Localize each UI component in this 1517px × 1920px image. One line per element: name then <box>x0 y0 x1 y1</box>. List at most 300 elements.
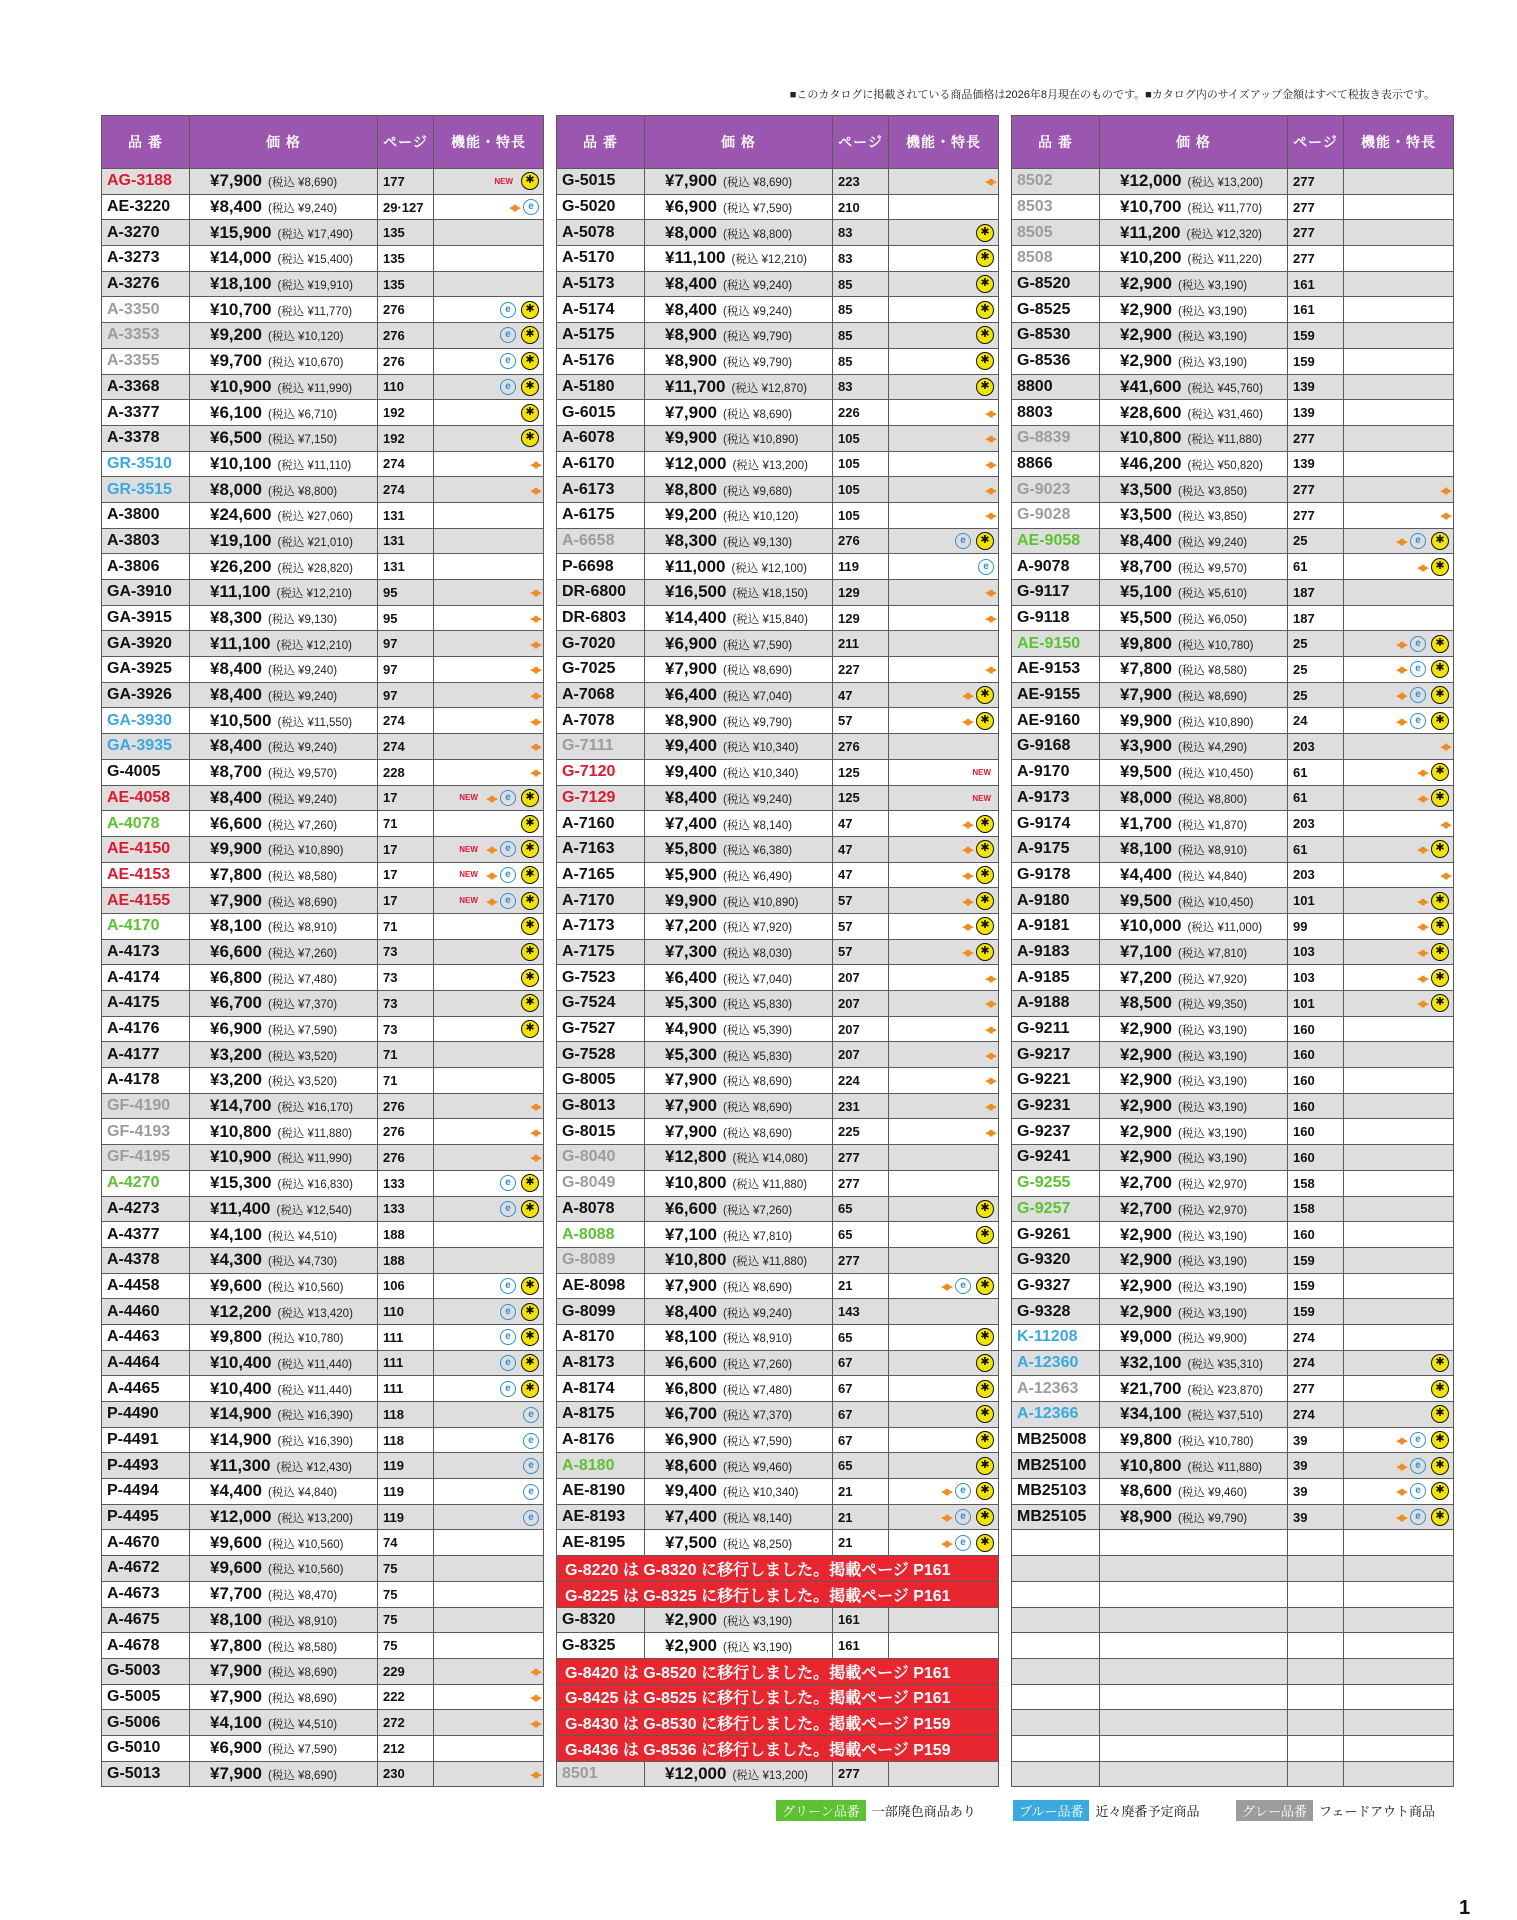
price-value: ¥12,000 <box>665 453 727 473</box>
product-code: A-8088 <box>557 1222 645 1248</box>
tax-included-price: (税込 ¥4,840) <box>268 1487 338 1500</box>
price-cell <box>1100 297 1288 323</box>
tax-value: ¥7,810 <box>1208 947 1244 960</box>
table-row <box>557 862 999 888</box>
product-code: A-4464 <box>102 1350 190 1376</box>
migration-notice: G-8430 は G-8530 に移行しました。掲載ページ P159 <box>557 1710 999 1736</box>
tax-label: 税込 <box>271 1590 295 1603</box>
tax-label: 税込 <box>726 280 750 293</box>
page-ref: 71 <box>378 1068 434 1094</box>
tax-label: 税込 <box>1181 999 1205 1012</box>
tax-label: 税込 <box>726 973 750 986</box>
light-reflect-icon: ✱ <box>521 866 539 884</box>
page-ref: 111 <box>378 1376 434 1402</box>
price-value: ¥8,900 <box>665 351 717 371</box>
feature-icons <box>1344 297 1454 323</box>
sizeup-arrow-icon: ◂▸ <box>1395 1483 1405 1501</box>
feature-icons <box>1344 1453 1454 1479</box>
tax-value: ¥9,460 <box>753 1461 789 1474</box>
legend-green <box>776 1800 976 1821</box>
price-value: ¥9,900 <box>665 890 717 910</box>
feature-icons <box>434 374 544 400</box>
feature-icons <box>434 1427 544 1453</box>
page-ref: 119 <box>833 554 889 580</box>
tax-label: 税込 <box>280 588 304 601</box>
tax-label: 税込 <box>1181 845 1205 858</box>
product-code: GF-4195 <box>102 1145 190 1171</box>
table-row <box>102 785 544 811</box>
page-ref: 160 <box>1288 1042 1344 1068</box>
price-cell <box>645 1633 833 1659</box>
feature-icons <box>1344 785 1454 811</box>
tax-value: ¥4,840 <box>298 1487 334 1500</box>
light-reflect-icon: ✱ <box>976 1534 994 1552</box>
price-cell <box>190 297 378 323</box>
price-value: ¥6,900 <box>665 1430 717 1450</box>
light-reflect-icon: ✱ <box>976 712 994 730</box>
tax-label: 税込 <box>280 639 304 652</box>
product-code: AE-3220 <box>102 194 190 220</box>
page-ref: 97 <box>378 657 434 683</box>
tax-included-price: (税込 ¥3,190) <box>1178 1230 1248 1243</box>
tax-label: 税込 <box>1181 1127 1205 1140</box>
table-row <box>102 1402 544 1428</box>
tax-included-price: (税込 ¥16,170) <box>277 1102 353 1115</box>
light-reflect-icon: ✱ <box>976 352 994 370</box>
tax-label: 税込 <box>726 228 750 241</box>
sizeup-arrow-icon: ◂▸ <box>529 635 539 653</box>
page-ref: 106 <box>378 1273 434 1299</box>
page-ref: 39 <box>1288 1427 1344 1453</box>
table-row <box>1012 477 1454 503</box>
table-row <box>102 580 544 606</box>
price-cell <box>190 862 378 888</box>
table-row <box>557 682 999 708</box>
empty-cell <box>1100 1556 1288 1582</box>
tax-included-price: (税込 ¥9,130) <box>723 536 793 549</box>
empty-cell <box>1012 1607 1100 1633</box>
tax-included-price: (税込 ¥17,490) <box>277 228 353 241</box>
eco-icon: e <box>500 1304 516 1320</box>
price-cell <box>190 502 378 528</box>
feature-icons <box>434 862 544 888</box>
eco-icon: e <box>978 559 994 575</box>
sizeup-arrow-icon: ◂▸ <box>984 404 994 422</box>
tax-value: ¥4,290 <box>1208 742 1244 755</box>
table-row <box>1012 913 1454 939</box>
tax-label: 税込 <box>736 1153 760 1166</box>
product-code: A-3273 <box>102 246 190 272</box>
product-code: A-6078 <box>557 425 645 451</box>
tax-label: 税込 <box>726 203 750 216</box>
product-code: AE-9153 <box>1012 657 1100 683</box>
product-code: G-8040 <box>557 1145 645 1171</box>
product-code: A-12360 <box>1012 1350 1100 1376</box>
feature-icons <box>434 400 544 426</box>
empty-cell <box>1012 1633 1100 1659</box>
price-value: ¥14,000 <box>210 248 272 268</box>
price-cell <box>1100 528 1288 554</box>
tax-label: 税込 <box>1181 742 1205 755</box>
price-cell <box>1100 1016 1288 1042</box>
price-cell <box>1100 939 1288 965</box>
empty-cell <box>1012 1710 1100 1736</box>
light-reflect-icon: ✱ <box>521 815 539 833</box>
sizeup-arrow-icon: ◂▸ <box>1416 841 1426 859</box>
page-ref: 125 <box>833 785 889 811</box>
page-ref: 158 <box>1288 1196 1344 1222</box>
tax-value: ¥10,890 <box>753 434 795 447</box>
tax-included-price: (税込 ¥7,260) <box>268 947 338 960</box>
feature-icons <box>434 1042 544 1068</box>
table-row <box>1012 811 1454 837</box>
price-value: ¥9,600 <box>210 1532 262 1552</box>
price-value: ¥8,700 <box>210 762 262 782</box>
tax-included-price: (税込 ¥9,240) <box>723 280 793 293</box>
price-value: ¥9,600 <box>210 1558 262 1578</box>
price-value: ¥8,100 <box>210 1609 262 1629</box>
tax-value: ¥8,690 <box>753 665 789 678</box>
tax-value: ¥14,080 <box>762 1153 805 1166</box>
price-value: ¥8,000 <box>210 479 262 499</box>
price-value: ¥11,700 <box>665 376 726 396</box>
price-cell <box>645 220 833 246</box>
price-cell <box>645 1119 833 1145</box>
price-cell <box>190 1453 378 1479</box>
tax-value: ¥11,550 <box>307 716 349 729</box>
header-price: 価 格 <box>190 116 378 169</box>
eco-icon: e <box>955 1483 971 1499</box>
price-cell <box>190 451 378 477</box>
tax-included-price: (税込 ¥12,210) <box>276 639 352 652</box>
page-ref: 188 <box>378 1247 434 1273</box>
page-ref: 85 <box>833 323 889 349</box>
product-code: A-4273 <box>102 1196 190 1222</box>
price-value: ¥2,900 <box>1120 274 1172 294</box>
light-reflect-icon: ✱ <box>976 1277 994 1295</box>
table-row <box>557 888 999 914</box>
tax-value: ¥7,590 <box>298 1744 334 1757</box>
page-ref: 111 <box>378 1324 434 1350</box>
tax-included-price: (税込 ¥7,590) <box>268 1025 338 1038</box>
table-row <box>1012 1530 1454 1556</box>
tax-value: ¥8,690 <box>753 1281 789 1294</box>
light-reflect-icon: ✱ <box>521 301 539 319</box>
legend-gray-text: フェードアウト商品 <box>1319 1804 1435 1819</box>
tax-included-price: (税込 ¥10,340) <box>723 768 799 781</box>
price-cell <box>645 1273 833 1299</box>
product-code: G-7111 <box>557 734 645 760</box>
tax-value: ¥4,510 <box>298 1230 334 1243</box>
price-cell <box>190 1016 378 1042</box>
sizeup-arrow-icon: ◂▸ <box>961 815 971 833</box>
table-row <box>1012 1170 1454 1196</box>
empty-cell <box>1100 1735 1288 1761</box>
price-cell <box>645 888 833 914</box>
tax-included-price: (税込 ¥5,390) <box>723 1025 793 1038</box>
price-value: ¥2,900 <box>1120 1070 1172 1090</box>
price-cell <box>645 1402 833 1428</box>
tax-value: ¥2,970 <box>1208 1204 1244 1217</box>
price-value: ¥6,800 <box>210 967 262 987</box>
feature-icons <box>1344 1222 1454 1248</box>
table-row <box>102 194 544 220</box>
tax-label: 税込 <box>1181 973 1205 986</box>
table-row <box>102 271 544 297</box>
tax-included-price: (税込 ¥11,770) <box>277 305 353 318</box>
price-cell <box>190 1402 378 1428</box>
page-ref: 67 <box>833 1427 889 1453</box>
tax-value: ¥8,690 <box>753 1127 789 1140</box>
price-value: ¥8,400 <box>210 787 262 807</box>
page-ref: 210 <box>833 194 889 220</box>
tax-included-price: (税込 ¥6,380) <box>723 845 793 858</box>
tax-label: 税込 <box>726 845 750 858</box>
price-value: ¥8,100 <box>665 1327 717 1347</box>
tax-included-price: (税込 ¥9,240) <box>723 305 793 318</box>
page-ref: 207 <box>833 1016 889 1042</box>
light-reflect-icon: ✱ <box>976 1431 994 1449</box>
tax-value: ¥8,910 <box>298 922 334 935</box>
page-ref: 277 <box>833 1170 889 1196</box>
feature-icons <box>1344 1247 1454 1273</box>
tax-label: 税込 <box>281 382 305 395</box>
tax-included-price: (税込 ¥11,440) <box>277 1384 353 1397</box>
table-row <box>102 631 544 657</box>
price-value: ¥7,400 <box>665 1507 717 1527</box>
price-value: ¥7,100 <box>1120 941 1172 961</box>
page-ref: 276 <box>378 1145 434 1171</box>
tax-included-price: (税込 ¥3,190) <box>1178 331 1248 344</box>
price-value: ¥10,400 <box>210 1352 272 1372</box>
price-value: ¥8,900 <box>665 710 717 730</box>
price-cell <box>1100 400 1288 426</box>
table-row <box>1012 1247 1454 1273</box>
eco-icon: e <box>523 199 539 215</box>
sizeup-arrow-icon: ◂▸ <box>1439 738 1449 756</box>
tax-included-price: (税込 ¥7,040) <box>723 691 793 704</box>
product-code: MB25103 <box>1012 1479 1100 1505</box>
tax-value: ¥4,840 <box>1208 870 1244 883</box>
eco-icon: e <box>500 893 516 909</box>
tax-value: ¥9,900 <box>1208 1333 1244 1346</box>
table-row <box>102 991 544 1017</box>
table-row <box>557 169 999 195</box>
table-row <box>102 451 544 477</box>
page-ref: 57 <box>833 708 889 734</box>
tax-value: ¥9,240 <box>753 1307 789 1320</box>
tax-included-price: (税込 ¥11,770) <box>1187 203 1263 216</box>
sizeup-arrow-icon: ◂▸ <box>984 1123 994 1141</box>
product-code: G-7129 <box>557 785 645 811</box>
product-code: G-6015 <box>557 400 645 426</box>
product-code: MB25105 <box>1012 1504 1100 1530</box>
eco-icon: e <box>500 1381 516 1397</box>
price-value: ¥2,900 <box>1120 351 1172 371</box>
table-row <box>102 1607 544 1633</box>
sizeup-arrow-icon: ◂▸ <box>1395 1457 1405 1475</box>
sizeup-arrow-icon: ◂▸ <box>984 481 994 499</box>
product-code: 8508 <box>1012 246 1100 272</box>
tax-value: ¥11,880 <box>307 1127 349 1140</box>
product-code: GA-3920 <box>102 631 190 657</box>
feature-icons <box>889 1350 999 1376</box>
table-row <box>1012 965 1454 991</box>
price-cell <box>1100 1196 1288 1222</box>
feature-icons <box>1344 888 1454 914</box>
feature-icons <box>434 939 544 965</box>
price-cell <box>1100 1427 1288 1453</box>
page-ref: 277 <box>1288 169 1344 195</box>
tax-label: 税込 <box>1181 511 1205 524</box>
table-row <box>1012 1402 1454 1428</box>
price-cell <box>1100 734 1288 760</box>
sizeup-arrow-icon: ◂▸ <box>1439 481 1449 499</box>
page-ref: 277 <box>1288 425 1344 451</box>
page-ref: 73 <box>378 939 434 965</box>
tax-value: ¥11,110 <box>307 459 348 472</box>
sizeup-arrow-icon: ◂▸ <box>984 173 994 191</box>
product-code: A-9180 <box>1012 888 1100 914</box>
feature-icons <box>1344 836 1454 862</box>
tax-included-price: (税込 ¥6,050) <box>1178 614 1248 627</box>
tax-label: 税込 <box>271 1281 295 1294</box>
eco-icon: e <box>1410 713 1426 729</box>
product-code: G-7523 <box>557 965 645 991</box>
tax-value: ¥7,150 <box>298 434 334 447</box>
price-cell <box>190 1247 378 1273</box>
table-row <box>102 1119 544 1145</box>
feature-icons <box>434 785 544 811</box>
table-row <box>102 348 544 374</box>
product-code: DR-6800 <box>557 580 645 606</box>
feature-icons <box>434 888 544 914</box>
price-value: ¥9,900 <box>665 428 717 448</box>
page-ref: 135 <box>378 246 434 272</box>
tax-value: ¥16,830 <box>307 1179 350 1192</box>
price-value: ¥6,800 <box>665 1378 717 1398</box>
tax-included-price: (税込 ¥3,850) <box>1178 485 1248 498</box>
header-price: 価 格 <box>1100 116 1288 169</box>
page-ref: 159 <box>1288 1299 1344 1325</box>
tax-label: 税込 <box>1181 331 1205 344</box>
tax-label: 税込 <box>281 1384 305 1397</box>
price-value: ¥9,800 <box>1120 1430 1172 1450</box>
price-cell <box>190 1581 378 1607</box>
empty-cell <box>1100 1607 1288 1633</box>
product-code: G-8005 <box>557 1068 645 1094</box>
tax-value: ¥23,870 <box>1217 1384 1260 1397</box>
product-code: A-4458 <box>102 1273 190 1299</box>
feature-icons <box>889 425 999 451</box>
tax-value: ¥9,570 <box>298 768 334 781</box>
tax-value: ¥3,190 <box>753 1615 789 1628</box>
price-value: ¥10,800 <box>665 1173 727 1193</box>
table-row <box>557 554 999 580</box>
page-ref: 131 <box>378 528 434 554</box>
tax-label: 税込 <box>726 742 750 755</box>
price-cell <box>190 708 378 734</box>
price-value: ¥10,800 <box>665 1250 727 1270</box>
page-ref: 119 <box>378 1504 434 1530</box>
price-cell <box>1100 1299 1288 1325</box>
price-cell <box>645 502 833 528</box>
sizeup-arrow-icon: ◂▸ <box>1416 789 1426 807</box>
sizeup-arrow-icon: ◂▸ <box>529 610 539 628</box>
feature-icons <box>889 657 999 683</box>
tax-label: 税込 <box>1181 1153 1205 1166</box>
page-ref: 160 <box>1288 1093 1344 1119</box>
sizeup-arrow-icon: ◂▸ <box>529 1123 539 1141</box>
tax-value: ¥7,040 <box>753 973 789 986</box>
tax-value: ¥9,240 <box>298 742 334 755</box>
tax-value: ¥3,190 <box>1208 1153 1244 1166</box>
price-value: ¥9,800 <box>1120 633 1172 653</box>
table-row <box>1012 348 1454 374</box>
price-cell <box>1100 1350 1288 1376</box>
empty-cell <box>1344 1658 1454 1684</box>
page-ref: 277 <box>1288 1376 1344 1402</box>
price-cell <box>645 1607 833 1633</box>
tax-value: ¥8,030 <box>753 947 789 960</box>
feature-icons <box>889 1324 999 1350</box>
price-value: ¥7,900 <box>665 1275 717 1295</box>
tax-included-price: (税込 ¥11,220) <box>1187 254 1263 267</box>
page-ref: 161 <box>1288 271 1344 297</box>
tax-label: 税込 <box>726 408 750 421</box>
tax-value: ¥35,310 <box>1217 1358 1260 1371</box>
tax-included-price: (税込 ¥8,690) <box>268 896 338 909</box>
page-ref: 67 <box>833 1350 889 1376</box>
tax-label: 税込 <box>1181 562 1205 575</box>
table-row <box>102 374 544 400</box>
light-reflect-icon: ✱ <box>521 429 539 447</box>
tax-value: ¥10,340 <box>753 742 795 755</box>
tax-included-price: (税込 ¥10,560) <box>268 1538 344 1551</box>
tax-included-price: (税込 ¥8,140) <box>723 1513 793 1526</box>
feature-icons <box>889 1145 999 1171</box>
price-cell <box>645 169 833 195</box>
tax-included-price: (税込 ¥8,910) <box>723 1333 793 1346</box>
feature-icons <box>434 708 544 734</box>
price-cell <box>1100 1145 1288 1171</box>
page-ref: 187 <box>1288 605 1344 631</box>
feature-icons <box>1344 1068 1454 1094</box>
product-code: P-4493 <box>102 1453 190 1479</box>
tax-label: 税込 <box>271 177 295 190</box>
table-row <box>102 1427 544 1453</box>
tax-value: ¥9,680 <box>753 485 789 498</box>
tax-value: ¥3,190 <box>1208 1050 1244 1063</box>
price-value: ¥12,800 <box>665 1147 727 1167</box>
page-ref: 226 <box>833 400 889 426</box>
price-cell <box>190 682 378 708</box>
light-reflect-icon: ✱ <box>976 1457 994 1475</box>
tax-included-price: (税込 ¥11,880) <box>1187 434 1263 447</box>
table-row <box>102 708 544 734</box>
feature-icons <box>1344 580 1454 606</box>
page-ref: 277 <box>1288 246 1344 272</box>
tax-included-price: (税込 ¥35,310) <box>1187 1358 1263 1371</box>
price-cell <box>190 1376 378 1402</box>
product-code: P-6698 <box>557 554 645 580</box>
sizeup-arrow-icon: ◂▸ <box>984 1098 994 1116</box>
price-cell <box>190 1273 378 1299</box>
page-ref: 57 <box>833 939 889 965</box>
feature-icons <box>889 348 999 374</box>
price-cell <box>1100 348 1288 374</box>
table-row <box>102 682 544 708</box>
